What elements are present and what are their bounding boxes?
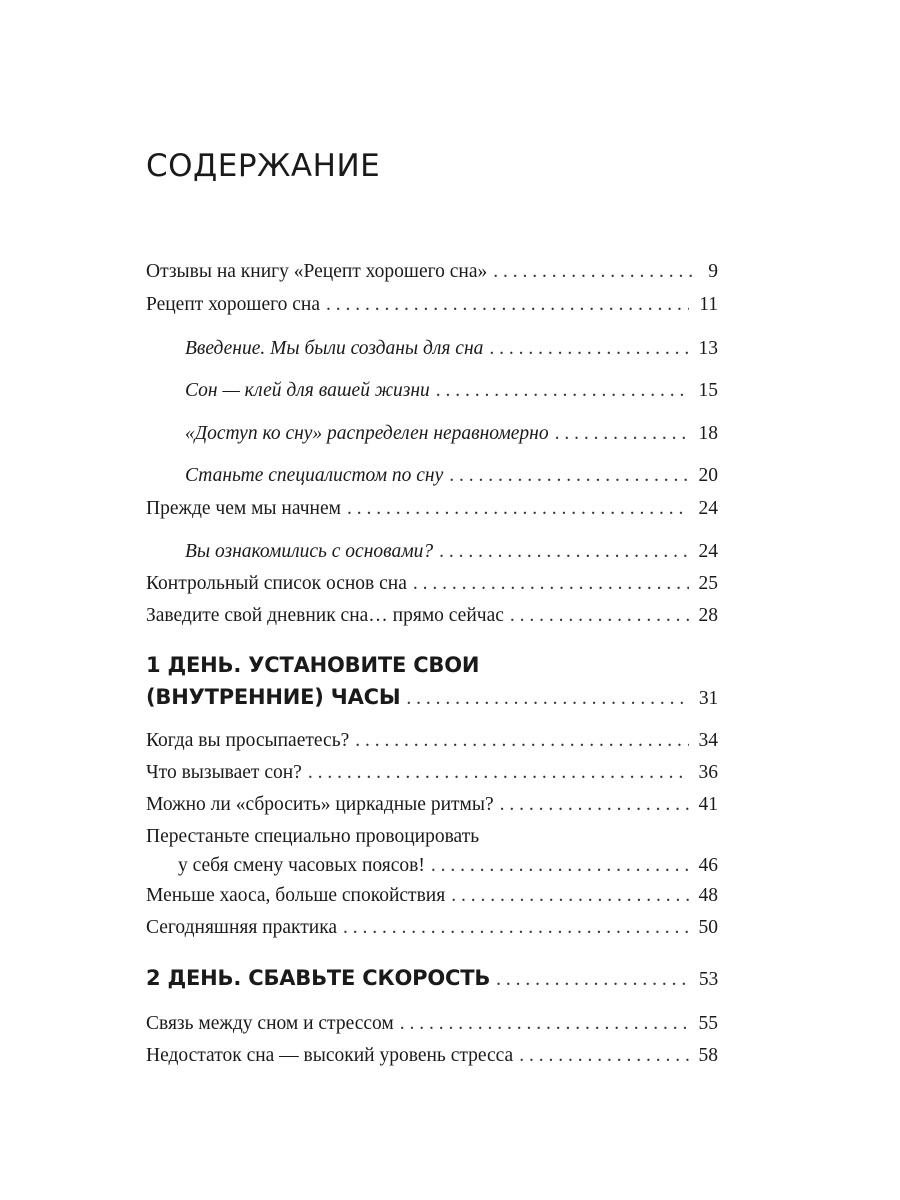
toc-entry-page: 41 [698,794,718,815]
toc-entry-page: 53 [698,969,718,990]
dot-leader [451,881,688,910]
toc-chapter-heading [146,962,718,996]
toc-entry-title: Можно ли «сбросить» циркадные ритмы? [146,794,494,815]
toc-entry-title: «Доступ ко сну» распределен неравномерно [185,423,549,444]
toc-entry-title: Рецепт хорошего сна [146,294,320,315]
toc-subentry [185,334,718,363]
toc-entry-page: 24 [698,541,718,562]
dot-leader [355,726,688,755]
dot-leader [431,851,689,880]
toc-entry-title: Недостаток сна — высокий уровень стресса [146,1045,514,1066]
dot-leader [496,964,689,996]
toc-entry-page: 34 [698,730,718,751]
dot-leader [308,758,689,787]
toc-chapter-title: 2 ДЕНЬ. СБАВЬТЕ СКОРОСТЬ [146,966,491,990]
page-title: СОДЕРЖАНИЕ [146,148,381,184]
toc-entry [146,726,718,755]
toc-entry [146,758,718,787]
toc-chapter-title-line1: 1 ДЕНЬ. УСТАНОВИТЕ СВОИ [146,653,480,677]
toc-entry [146,881,718,910]
toc-entry-page: 31 [698,688,718,709]
toc-entry [146,1041,718,1070]
dot-leader [406,683,688,715]
dot-leader [555,419,689,448]
toc-subentry [185,461,718,490]
toc-entry-title: Контрольный список основ сна [146,573,407,594]
dot-leader [343,913,688,942]
toc-entry [146,822,718,880]
toc-entry-page: 50 [698,917,718,938]
toc-entry-title: Что вызывает сон? [146,762,302,783]
dot-leader [400,1009,689,1038]
toc-entry-page: 13 [698,338,718,359]
toc-subentry [185,537,718,566]
dot-leader [326,290,689,319]
toc-entry-title: Вы ознакомились с основами? [185,541,434,562]
toc-entry-page: 28 [698,605,718,626]
toc-entry-title: Сон — клей для вашей жизни [185,380,430,401]
toc-entry-page: 48 [698,885,718,906]
dot-leader [413,569,689,598]
toc-entry-page: 15 [698,380,718,401]
toc-entry-title: Связь между сном и стрессом [146,1013,394,1034]
toc-subentry [185,419,718,448]
toc-entry-page: 36 [698,762,718,783]
toc-entry-title: Станьте специалистом по сну [185,465,444,486]
toc-entry [146,569,718,598]
toc-subentry [185,376,718,405]
toc-entry [146,494,718,523]
toc-entry-page: 24 [698,498,718,519]
toc-entry-title: Меньше хаоса, больше спокойствия [146,885,446,906]
dot-leader [436,376,689,405]
dot-leader [500,790,689,819]
toc-entry [146,257,718,286]
toc-entry-title: Введение. Мы были созданы для сна [185,338,484,359]
toc-entry [146,290,718,319]
dot-leader [347,494,689,523]
toc-entry-page: 25 [698,573,718,594]
toc-chapter-title-line2: (ВНУТРЕННИЕ) ЧАСЫ [146,685,401,709]
dot-leader [489,334,688,363]
toc-entry-title: Сегодняшняя практика [146,917,338,938]
toc-entry-page: 20 [698,465,718,486]
toc-entry-page: 46 [698,855,718,876]
toc-entry-page: 55 [698,1013,718,1034]
toc-entry-title: Заведите свой дневник сна… прямо сейчас [146,605,504,626]
toc-entry-page: 11 [699,294,718,315]
toc-entry [146,1009,718,1038]
toc-entry-title: Когда вы просыпаетесь? [146,730,350,751]
dot-leader [510,601,689,630]
toc-entry [146,601,718,630]
dot-leader [493,257,698,286]
toc-entry-title: Отзывы на книгу «Рецепт хорошего сна» [146,261,488,282]
toc-entry-title-line1: Перестаньте специально провоцировать [146,826,480,847]
toc-entry-title-line2: у себя смену часовых поясов! [178,855,425,876]
toc-entry [146,790,718,819]
dot-leader [439,537,688,566]
toc-entry-page: 9 [708,261,718,282]
toc-entry [146,913,718,942]
toc-entry-title: Прежде чем мы начнем [146,498,341,519]
toc-entry-page: 58 [698,1045,718,1066]
toc-chapter-heading [146,649,718,715]
dot-leader [449,461,688,490]
toc-entry-page: 18 [698,423,718,444]
dot-leader [519,1041,688,1070]
